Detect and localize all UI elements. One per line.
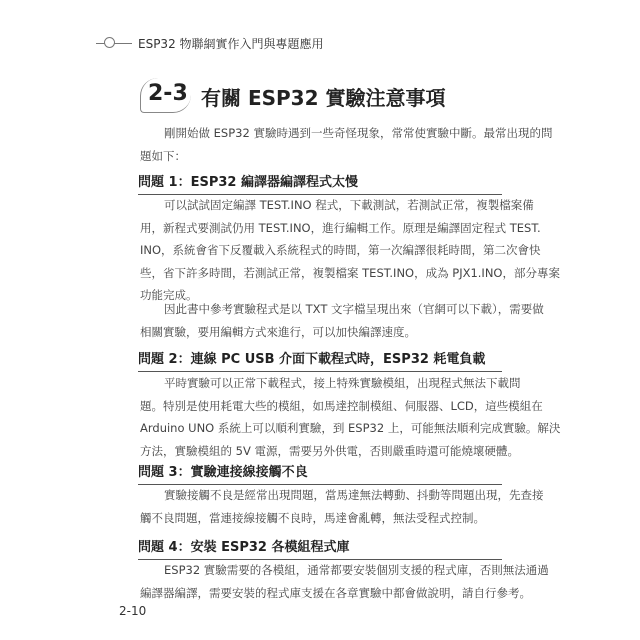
text-line: 因此書中參考實驗程式是以 TXT 文字檔呈現出來（官網可以下載），需要做 xyxy=(164,302,544,316)
question-4-paragraph-1 xyxy=(140,559,549,604)
text-line: 編譯器編譯，需要安裝的程式庫支援在各章實驗中都會做說明，請自行參考。 xyxy=(140,585,531,600)
text-line: 剛開始做 ESP32 實驗時遇到一些奇怪現象，常常使實驗中斷。最常出現的問 xyxy=(164,126,553,140)
text-line: 功能完成。 xyxy=(140,288,198,302)
text-line: 題如下： xyxy=(140,148,186,163)
running-header: ESP32 物聯網實作入門與專題應用 xyxy=(138,37,324,51)
section-title: 有關 ESP32 實驗注意事項 xyxy=(201,86,446,110)
intro-paragraph xyxy=(140,122,553,167)
text-line: 實驗接觸不良是經常出現問題，當馬達無法轉動、抖動等問題出現，先查接 xyxy=(164,488,544,502)
text-line: 些，省下許多時間，若測試正常，複製檔案 TEST.INO，成為 PJX1.INO，部分專案 xyxy=(140,265,560,280)
text-line: 觸不良問題，當連接線接觸不良時，馬達會亂轉，無法受程式控制。 xyxy=(140,510,485,525)
text-line: ESP32 實驗需要的各模組，通常都要安裝個別支援的程式庫，否則無法通過 xyxy=(164,563,549,577)
text-line: Arduino UNO 系統上可以順利實驗，到 ESP32 上，可能無法順利完成實驗。解決 xyxy=(140,421,561,435)
question-3-paragraph-1 xyxy=(140,484,544,529)
text-line: 用，新程式要測試仍用 TEST.INO，進行編輯工作。原理是編譯固定程式 TEST. xyxy=(140,220,541,235)
text-line: 題。特別是使用耗電大些的模組，如馬達控制模組、伺服器、LCD，這些模組在 xyxy=(140,398,543,413)
question-2-paragraph-1 xyxy=(140,372,561,462)
header-circle-ornament xyxy=(104,37,115,48)
text-line: INO，系統會省下反覆載入系統程式的時間，第一次編譯很耗時間，第二次會快 xyxy=(140,243,541,257)
text-line: 平時實驗可以正常下載程式，接上特殊實驗模組，出現程式無法下載問 xyxy=(164,376,521,390)
text-line: 方法，實驗模組的 5V 電源，需要另外供電，否則嚴重時還可能燒壞硬體。 xyxy=(140,443,519,458)
question-1-paragraph-2 xyxy=(140,298,544,343)
question-3-heading: 問題 3：實驗連接線接觸不良 xyxy=(138,461,502,485)
question-1-paragraph-1 xyxy=(140,194,560,307)
question-2-heading: 問題 2：連線 PC USB 介面下載程式時，ESP32 耗電負載 xyxy=(138,348,502,372)
question-4-heading: 問題 4：安裝 ESP32 各模組程式庫 xyxy=(138,536,502,560)
question-1-heading: 問題 1：ESP32 編譯器編譯程式太慢 xyxy=(138,171,502,195)
text-line: 可以試試固定編譯 TEST.INO 程式，下載測試，若測試正常，複製檔案備 xyxy=(164,198,534,212)
section-number: 2-3 xyxy=(148,81,188,106)
text-line: 相關實驗，要用編輯方式來進行，可以加快編譯速度。 xyxy=(140,324,416,339)
page-number: 2-10 xyxy=(119,604,147,618)
